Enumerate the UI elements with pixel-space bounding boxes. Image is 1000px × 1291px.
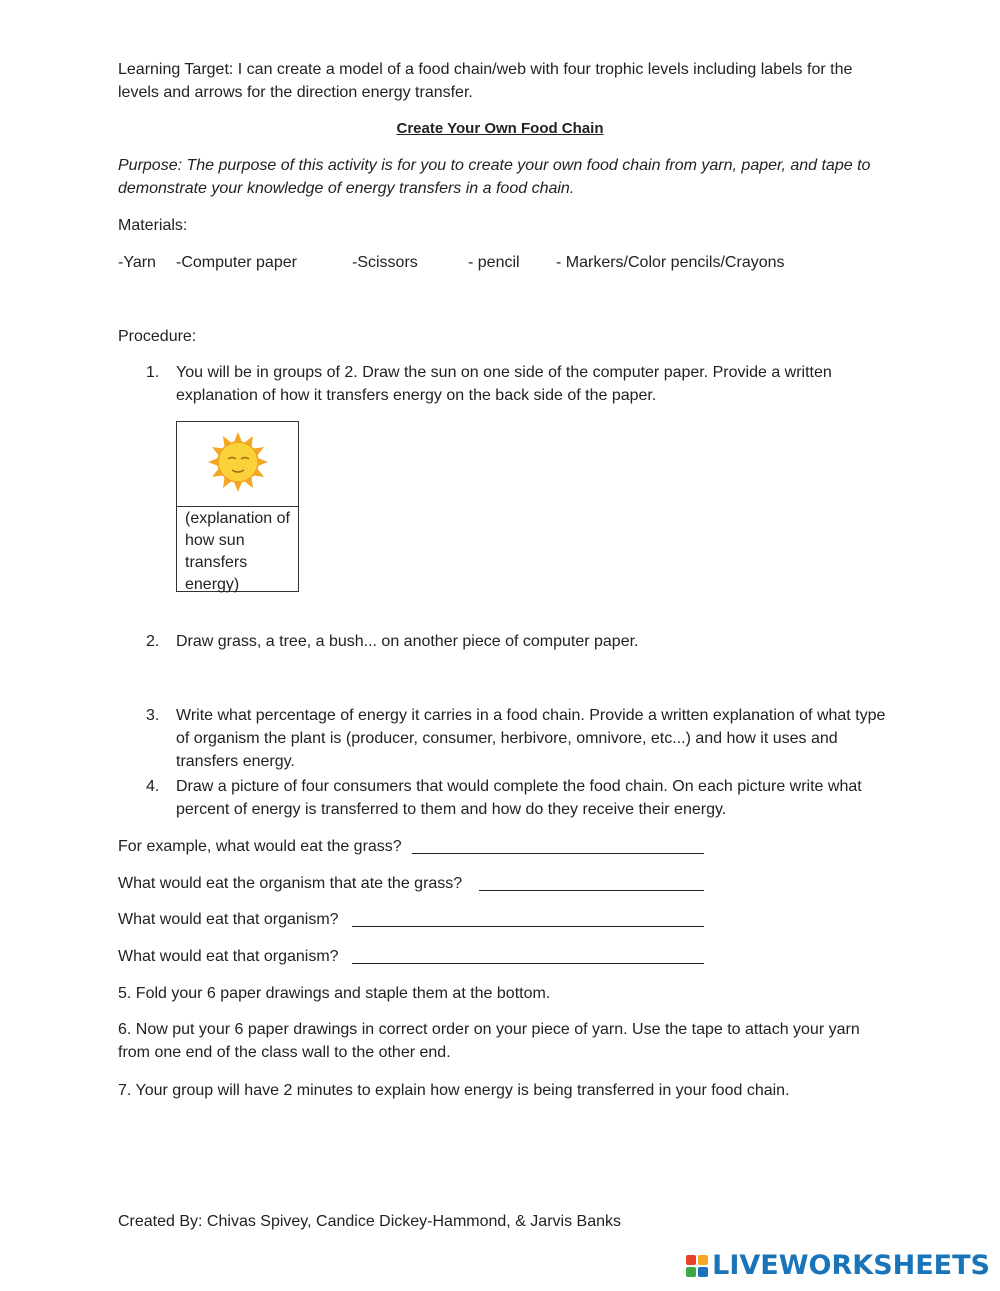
question-3-label: What would eat that organism? — [118, 911, 339, 928]
step-text: Draw grass, a tree, a bush... on another piece of computer paper. — [176, 633, 639, 650]
material-scissors: -Scissors — [352, 254, 418, 271]
material-markers: - Markers/Color pencils/Crayons — [556, 254, 785, 271]
step-number: 4. — [146, 778, 160, 795]
brand-name: LIVEWORKSHEETS — [712, 1250, 990, 1281]
credits: Created By: Chivas Spivey, Candice Dickey-Hammond, & Jarvis Banks — [118, 1213, 621, 1230]
step-number: 1. — [146, 364, 160, 381]
step-number: 3. — [146, 707, 160, 724]
material-yarn: -Yarn — [118, 254, 156, 271]
step-6: 6. Now put your 6 paper drawings in correct order on your piece of yarn. Use the tape to attach your yarn from one end of the class wall to the other end. — [118, 1021, 860, 1061]
logo-tiles-icon — [686, 1255, 708, 1277]
question-1-label: For example, what would eat the grass? — [118, 838, 402, 855]
question-2-label: What would eat the organism that ate the grass? — [118, 875, 463, 892]
step-number: 2. — [146, 633, 160, 650]
answer-line-1[interactable] — [412, 853, 704, 854]
answer-line-3[interactable] — [352, 926, 704, 927]
material-pencil: - pencil — [468, 254, 520, 271]
learning-target: Learning Target: I can create a model of a food chain/web with four trophic levels including labels for the levels and arrows for the direction energy transfer. — [118, 61, 853, 101]
liveworksheets-logo — [686, 1250, 990, 1281]
answer-line-2[interactable] — [479, 890, 704, 891]
procedure-label: Procedure: — [118, 328, 197, 345]
step-text: Draw a picture of four consumers that would complete the food chain. On each picture write what percent of energy is transferred to them and how do they receive their energy. — [176, 778, 862, 818]
page-title: Create Your Own Food Chain — [396, 120, 604, 137]
materials-label: Materials: — [118, 217, 188, 234]
step-7: 7. Your group will have 2 minutes to explain how energy is being transferred in your food chain. — [118, 1082, 790, 1099]
answer-line-4[interactable] — [352, 963, 704, 964]
material-computer-paper: -Computer paper — [176, 254, 297, 271]
sun-drawing-area — [177, 422, 298, 507]
sun-box — [176, 421, 299, 592]
question-4-label: What would eat that organism? — [118, 948, 339, 965]
sun-icon — [177, 422, 300, 506]
purpose-text: Purpose: The purpose of this activity is for you to create your own food chain from yarn, paper, and tape to demonstrate your knowledge of energy transfers in a food chain. — [118, 157, 871, 197]
step-text: Write what percentage of energy it carries in a food chain. Provide a written explanation of what type of organism the plant is (producer, consumer, herbivore, omnivore, etc...) and how it uses and transfers energy. — [176, 707, 886, 770]
sun-caption: (explanation of how sun transfers energy) — [185, 510, 290, 593]
step-text: You will be in groups of 2. Draw the sun on one side of the computer paper. Provide a written explanation of how it transfers energy on the back side of the paper. — [176, 364, 832, 404]
step-5: 5. Fold your 6 paper drawings and staple them at the bottom. — [118, 985, 551, 1002]
